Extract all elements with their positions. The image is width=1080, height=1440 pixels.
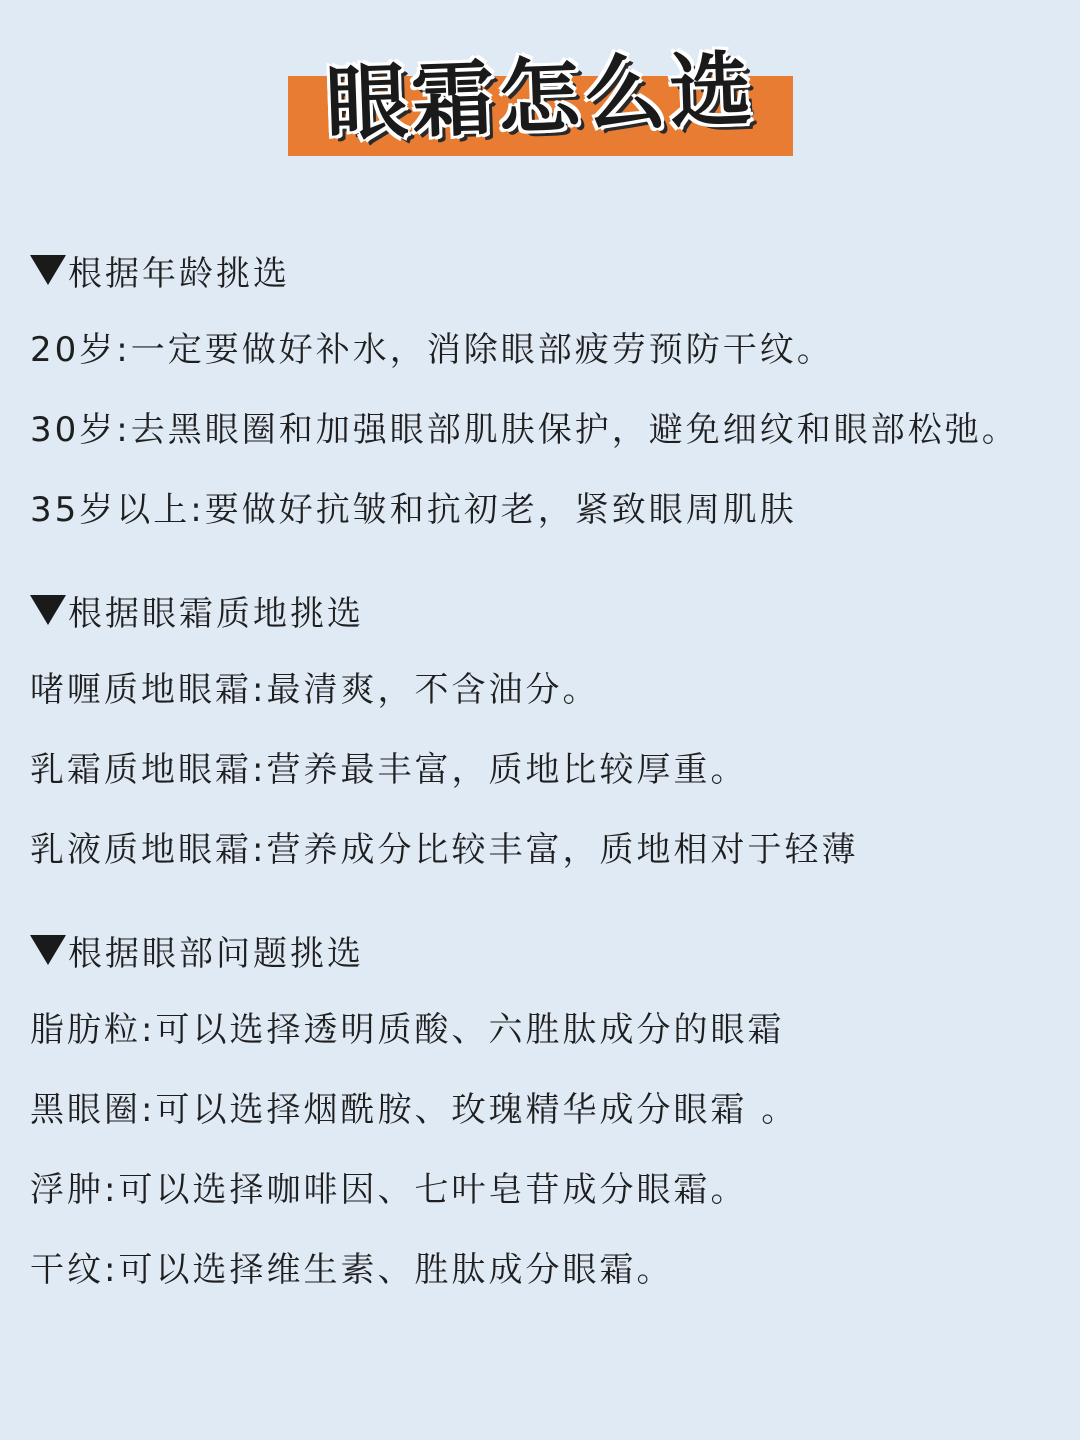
list-item: 乳液质地眼霜:营养成分比较丰富，质地相对于轻薄 (30, 830, 859, 870)
section-age (30, 240, 1075, 540)
section-heading-text: 根据年龄挑选 (68, 253, 290, 294)
list-item: 20岁:一定要做好补水，消除眼部疲劳预防干纹。 (30, 330, 834, 370)
content (30, 240, 1075, 1300)
list-item: 脂肪粒:可以选择透明质酸、六胜肽成分的眼霜 (30, 1010, 785, 1050)
title-banner (288, 40, 793, 157)
down-triangle-icon (30, 935, 66, 965)
section-heading-text: 根据眼部问题挑选 (68, 933, 364, 974)
section-texture (30, 580, 1075, 880)
list-item: 黑眼圈:可以选择烟酰胺、玫瑰精华成分眼霜 。 (30, 1090, 799, 1130)
down-triangle-icon (30, 255, 66, 285)
list-item: 35岁以上:要做好抗皱和抗初老，紧致眼周肌肤 (30, 490, 797, 530)
section-heading (30, 580, 1075, 640)
section-heading-text: 根据眼霜质地挑选 (68, 593, 364, 634)
list-item: 30岁:去黑眼圈和加强眼部肌肤保护，避免细纹和眼部松弛。 (30, 410, 1019, 450)
page-title: 眼霜怎么选 (324, 42, 758, 152)
section-heading (30, 240, 1075, 300)
down-triangle-icon (30, 595, 66, 625)
section-eye-problem (30, 920, 1075, 1300)
section-heading (30, 920, 1075, 980)
list-item: 啫喱质地眼霜:最清爽，不含油分。 (30, 670, 600, 710)
list-item: 干纹:可以选择维生素、胜肽成分眼霜。 (30, 1250, 674, 1290)
list-item: 浮肿:可以选择咖啡因、七叶皂苷成分眼霜。 (30, 1170, 748, 1210)
list-item: 乳霜质地眼霜:营养最丰富，质地比较厚重。 (30, 750, 748, 790)
